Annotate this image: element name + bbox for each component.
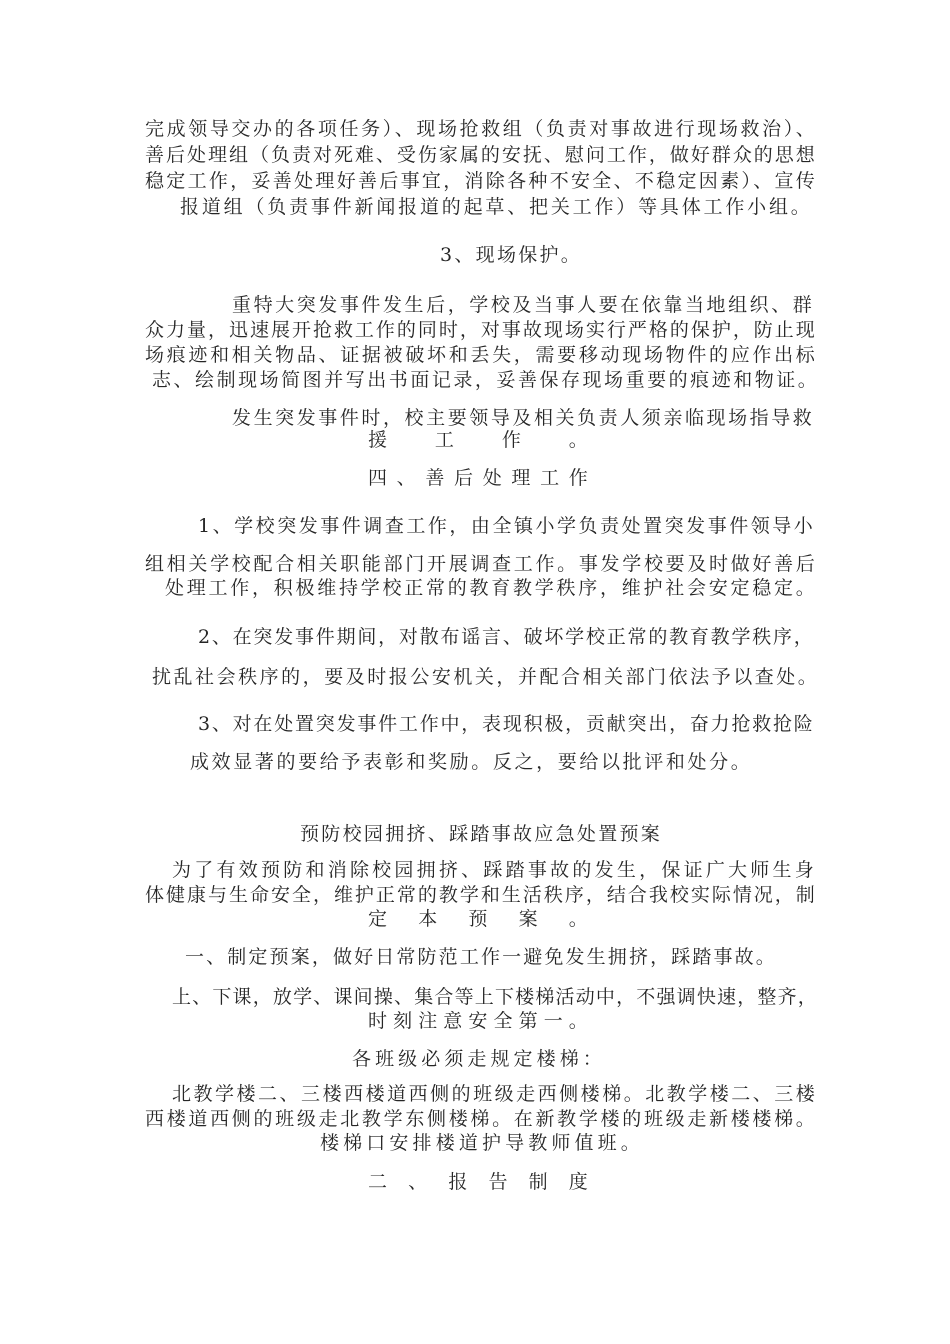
- paragraph-line: 稳定工作，妥善处理好善后事宜，消除各种不安全、不稳定因素）、宣传: [145, 170, 815, 192]
- paragraph-line: 重特大突发事件发生后，学校及当事人要在依靠当地组织、群: [232, 294, 812, 316]
- section-heading-aftermath: 四、善后处理工作: [368, 467, 588, 489]
- document-title-stampede-plan: 预防校园拥挤、踩踏事故应急处置预案: [300, 823, 660, 845]
- subheading-stair-rules: 各班级必须走规定楼梯：: [352, 1048, 602, 1070]
- paragraph-line: 2、在突发事件期间，对散布谣言、破坏学校正常的教育教学秩序，: [198, 626, 813, 648]
- paragraph-line: 体健康与生命安全，维护正常的教学和生活秩序，结合我校实际情况，制: [145, 884, 815, 906]
- paragraph-line: 发生突发事件时，校主要领导及相关负责人须亲临现场指导救: [232, 407, 812, 429]
- section-heading-reporting: 二、报告制度: [368, 1171, 588, 1193]
- paragraph-line: 众力量，迅速展开抢救工作的同时，对事故现场实行严格的保护，防止现: [145, 319, 815, 341]
- paragraph-line: 定本预案。: [368, 908, 588, 930]
- paragraph-line: 北教学楼二、三楼西楼道西侧的班级走西侧楼梯。北教学楼二、三楼: [172, 1083, 815, 1105]
- section-heading-scene-protection: 3、现场保护。: [440, 244, 580, 266]
- paragraph-line: 西楼道西侧的班级走北教学东侧楼梯。在新教学楼的班级走新楼楼梯。: [145, 1108, 815, 1130]
- paragraph-line: 时刻注意安全第一。: [368, 1010, 588, 1032]
- paragraph-line: 1、学校突发事件调查工作，由全镇小学负责处置突发事件领导小: [198, 515, 813, 537]
- paragraph-line: 扰乱社会秩序的，要及时报公安机关，并配合相关部门依法予以查处。: [152, 666, 817, 688]
- paragraph-line: 志、绘制现场简图并写出书面记录，妥善保存现场重要的痕迹和物证。: [152, 369, 817, 391]
- section-heading-prevention: 一、制定预案，做好日常防范工作一避免发生拥挤，踩踏事故。: [185, 946, 775, 968]
- paragraph-line: 处理工作，积极维持学校正常的教育教学秩序，维护社会安定稳定。: [165, 577, 815, 599]
- paragraph-line: 成效显著的要给予表彰和奖励。反之，要给以批评和处分。: [190, 751, 750, 773]
- paragraph-line: 楼梯口安排楼道护导教师值班。: [320, 1132, 640, 1154]
- paragraph-line: 场痕迹和相关物品、证据被破坏和丢失，需要移动现场物件的应作出标: [145, 344, 815, 366]
- paragraph-line: 3、对在处置突发事件工作中，表现积极，贡献突出，奋力抢救抢险: [198, 713, 813, 735]
- paragraph-line: 为了有效预防和消除校园拥挤、踩踏事故的发生，保证广大师生身: [172, 859, 814, 881]
- paragraph-line: 援工作。: [368, 429, 588, 451]
- paragraph-line: 组相关学校配合相关职能部门开展调查工作。事发学校要及时做好善后: [145, 553, 815, 575]
- paragraph-line: 善后处理组（负责对死难、受伤家属的安抚、慰问工作，做好群众的思想: [145, 144, 815, 166]
- paragraph-line: 报道组（负责事件新闻报道的起草、把关工作）等具体工作小组。: [180, 196, 810, 218]
- paragraph-line: 完成领导交办的各项任务）、现场抢救组（负责对事故进行现场救治）、: [145, 118, 815, 140]
- paragraph-line: 上、下课，放学、课间操、集合等上下楼梯活动中，不强调快速，整齐，: [172, 986, 817, 1008]
